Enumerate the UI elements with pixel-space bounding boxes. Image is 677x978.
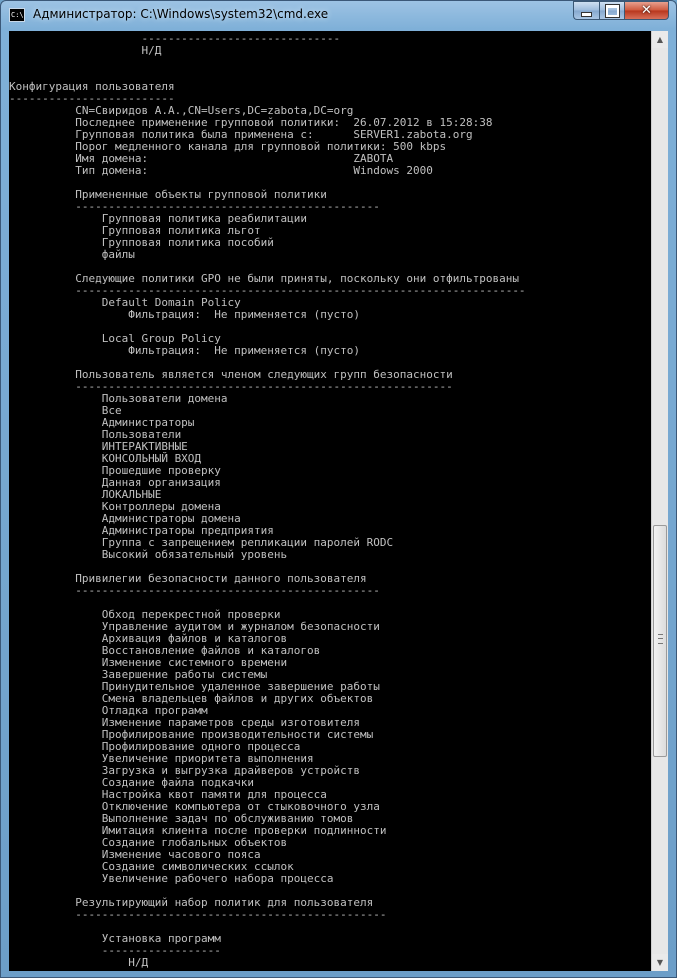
console-line: Профилирование одного процесса [9, 740, 301, 753]
console-line: Выполнение задач по обслуживанию томов [9, 812, 354, 825]
console-line: ЛОКАЛЬНЫЕ [9, 488, 162, 501]
close-button[interactable] [624, 1, 669, 20]
console-line: Все [9, 404, 122, 417]
console-line: Управление аудитом и журналом безопасности [9, 620, 380, 633]
console-line: Создание файла подкачки [9, 776, 255, 789]
console-line: Администраторы предприятия [9, 524, 274, 537]
console-line: Смена владельцев файлов и других объектов [9, 692, 374, 705]
console-line: Увеличение приоритета выполнения [9, 752, 314, 765]
console-line: Изменение параметров среды изготовителя [9, 716, 360, 729]
console-line: Привилегии безопасности данного пользователя [9, 572, 367, 585]
console-line: Фильтрация: Не применяется (пусто) [9, 308, 360, 321]
minimize-icon [581, 12, 592, 17]
maximize-icon [606, 5, 619, 17]
console-line: Принудительное удаленное завершение работы [9, 680, 380, 693]
console-line: Результирующий набор политик для пользователя [9, 896, 374, 909]
console-line: Увеличение рабочего набора процесса [9, 872, 334, 885]
minimize-button[interactable] [573, 1, 599, 20]
vertical-scrollbar[interactable] [651, 31, 668, 971]
maximize-button[interactable] [599, 1, 624, 20]
console-line: Завершение работы системы [9, 668, 268, 681]
console-line: Примененные объекты групповой политики [9, 188, 327, 201]
console-line: Н/Д [9, 44, 162, 57]
console-line: --------------------------------------------------------- [9, 380, 453, 393]
console-line: ----------------------------------------------- [9, 908, 387, 921]
console-line: -------------------------------------------------------------------- [9, 284, 526, 297]
console-line: Тип домена: Windows 2000 [9, 164, 433, 177]
console-line: Загрузка и выгрузка драйверов устройств [9, 764, 360, 777]
window-controls [573, 1, 669, 20]
close-icon: ✕ [641, 3, 652, 18]
console-line: ------------------ [9, 944, 221, 957]
console-line: ---------------------------------------------- [9, 200, 380, 213]
console-line: Обход перекрестной проверки [9, 608, 281, 621]
console-line: Имя домена: ZABOTA [9, 152, 394, 165]
console-line: ---------------------------------------------- [9, 584, 380, 597]
console-line: КОНСОЛЬНЫЙ ВХОД [9, 452, 202, 465]
console-line: Установка программ [9, 932, 221, 945]
console-line: Default Domain Policy [9, 296, 241, 309]
console-line: ИНТЕРАКТИВНЫЕ [9, 440, 188, 453]
cmd-icon[interactable]: C:\ [9, 8, 25, 22]
console-line: Пользователи [9, 428, 182, 441]
console-line: Последнее применение групповой политики: 26.07.2012 в 15:28:38 [9, 116, 493, 129]
console-line: Архивация файлов и каталогов [9, 632, 288, 645]
console-line: Пользователь является членом следующих групп безопасности [9, 368, 453, 381]
console-line: Настройка квот памяти для процесса [9, 788, 327, 801]
console-line: Администраторы [9, 416, 195, 429]
console-line: Данная организация [9, 476, 221, 489]
console-line: файлы [9, 248, 135, 261]
console-line: Конфигурация пользователя [9, 80, 175, 93]
scroll-thumb[interactable] [653, 525, 667, 757]
console-line: Групповая политика льгот [9, 224, 261, 237]
console-line: Фильтрация: Не применяется (пусто) [9, 344, 360, 357]
scroll-up-button[interactable] [652, 31, 668, 48]
console-line: Создание символических ссылок [9, 860, 294, 873]
console-line: Администраторы домена [9, 512, 241, 525]
scroll-down-button[interactable] [652, 954, 668, 971]
console-line: ------------------------- [9, 92, 175, 105]
console-line: CN=Свиридов А.А.,CN=Users,DC=zabota,DC=org [9, 104, 354, 117]
console-line: Отключение компьютера от стыковочного узла [9, 800, 380, 813]
console-line: Профилирование производительности системы [9, 728, 374, 741]
arrow-up-icon: ▲ [656, 35, 664, 44]
console-line: Групповая политика была применена с: SERVER1.zabota.org [9, 128, 473, 141]
console-output[interactable] [9, 31, 651, 971]
arrow-down-icon: ▼ [656, 958, 664, 967]
console-line: ------------------------------ [9, 32, 341, 45]
console-line: Восстановление файлов и каталогов [9, 644, 321, 657]
console-line: Порог медленного канала для групповой политики: 500 kbps [9, 140, 447, 153]
console-line: Изменение системного времени [9, 656, 288, 669]
console-line: Групповая политика реабилитации [9, 212, 308, 225]
console-line: Групповая политика пособий [9, 236, 274, 249]
console-line: Изменение часового пояса [9, 848, 261, 861]
console-line: Прошедшие проверку [9, 464, 221, 477]
console-line: Следующие политики GPO не были приняты, поскольку они отфильтрованы [9, 272, 519, 285]
console-line: Local Group Policy [9, 332, 221, 345]
console-line: Высокий обязательный уровень [9, 548, 288, 561]
console-line: Отладка программ [9, 704, 208, 717]
grip-icon [658, 634, 663, 644]
console-line: Пользователи домена [9, 392, 228, 405]
console-line: Создание глобальных объектов [9, 836, 288, 849]
console-line: Имитация клиента после проверки подлинности [9, 824, 387, 837]
console-line: Группа с запрещением репликации паролей RODC [9, 536, 394, 549]
console-line: Контроллеры домена [9, 500, 221, 513]
title-bar[interactable] [1, 1, 676, 29]
console-line: Н/Д [9, 956, 149, 969]
window-title: Администратор: C:\Windows\system32\cmd.exe [33, 7, 329, 21]
